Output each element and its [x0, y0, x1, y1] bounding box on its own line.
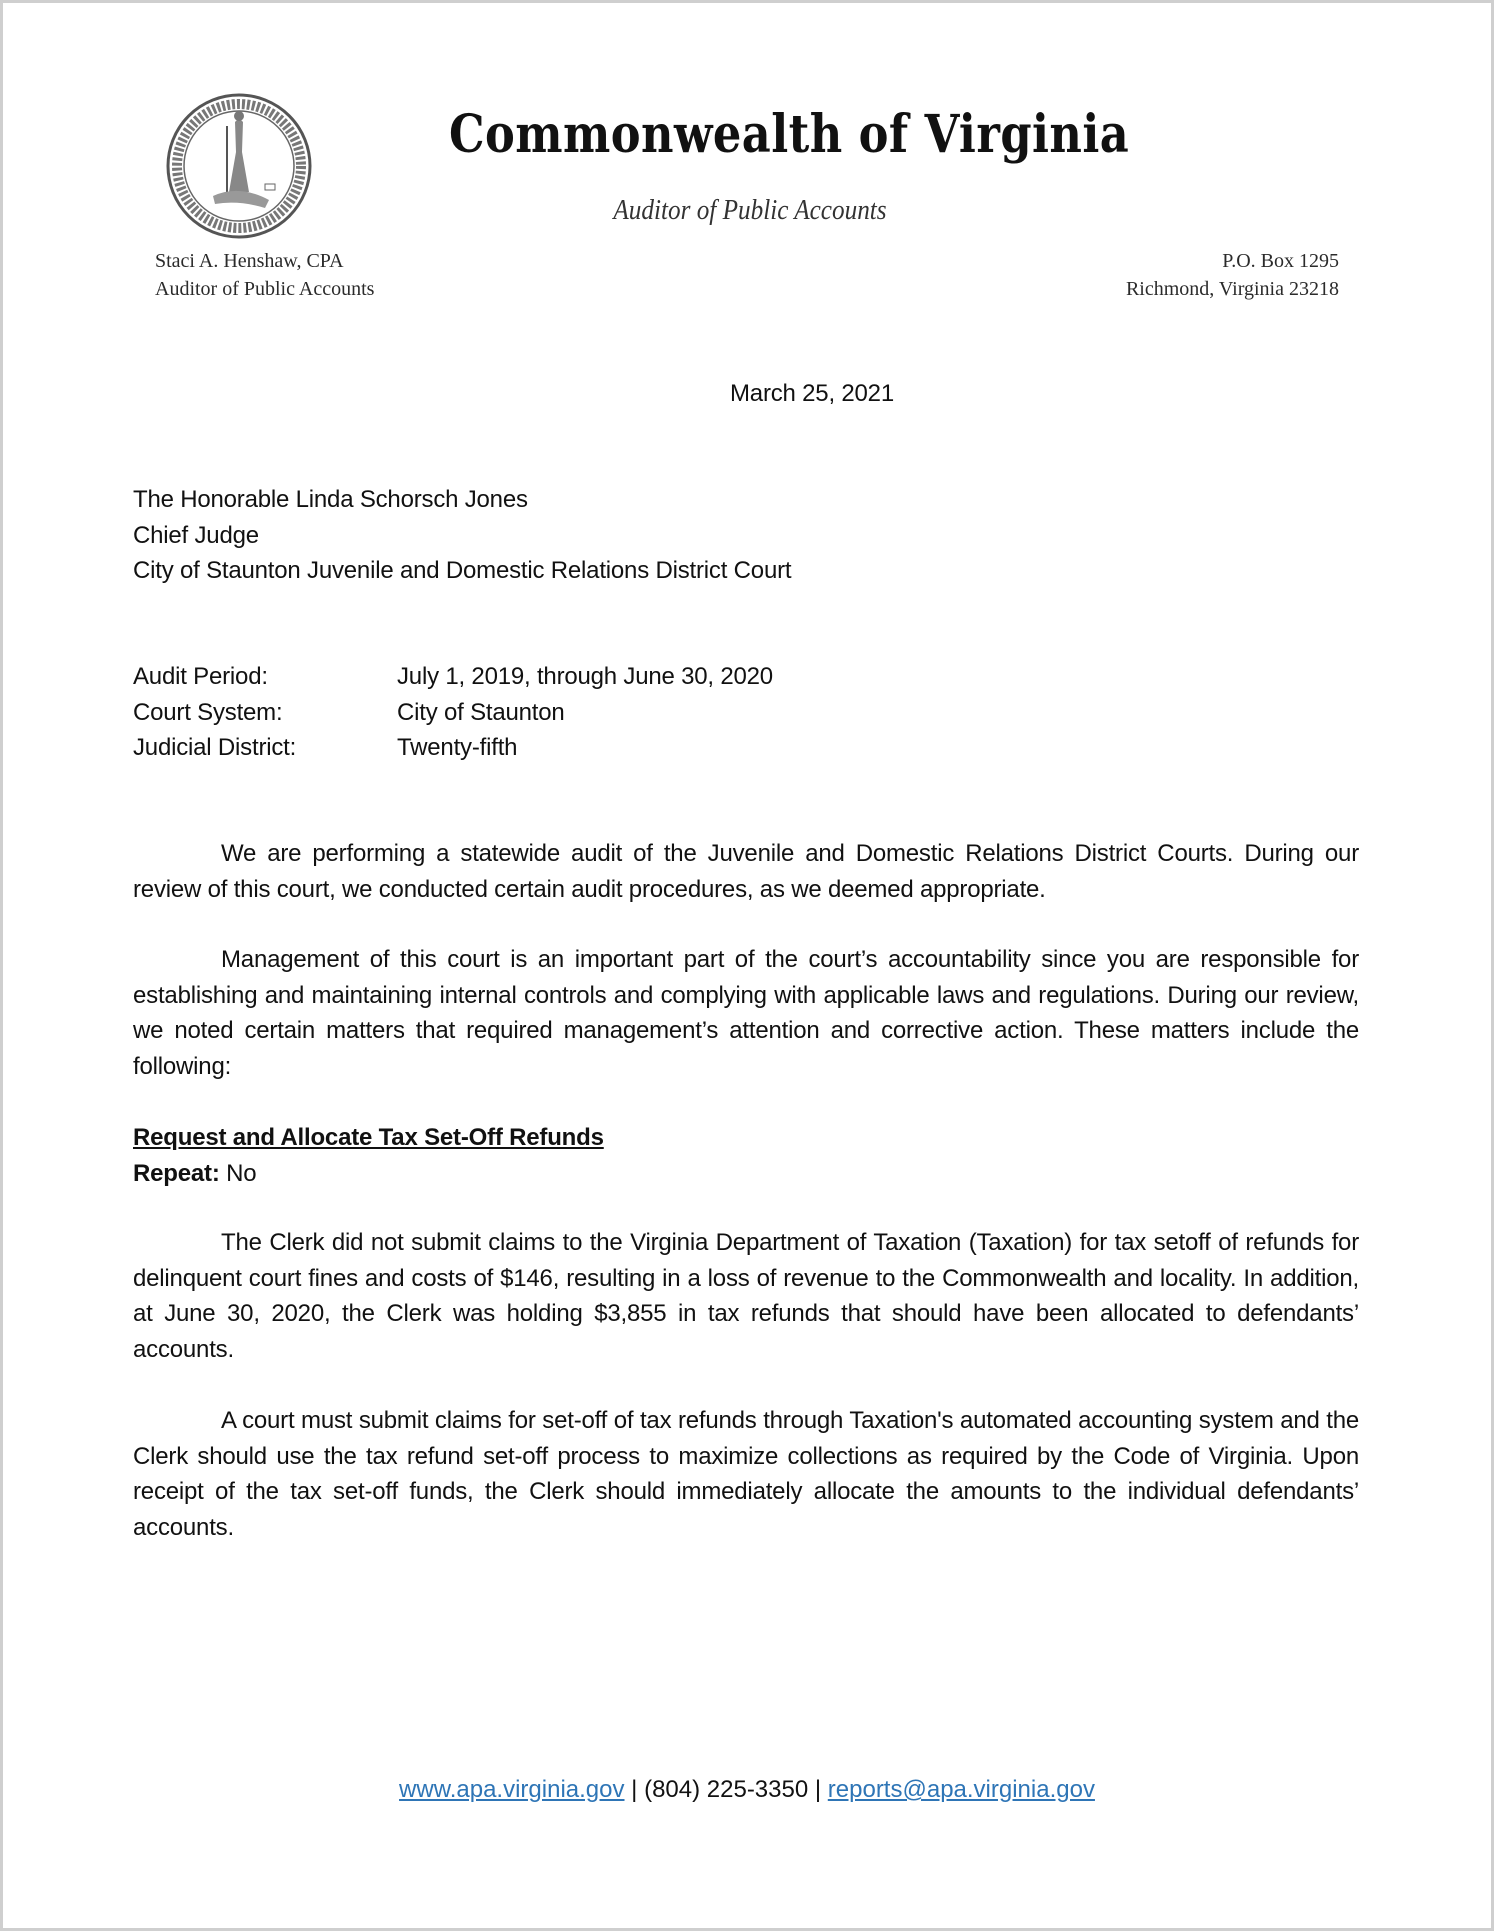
judicial-district-label: Judicial District:: [133, 734, 297, 761]
auditor-name: Staci A. Henshaw, CPA: [155, 250, 344, 272]
letterhead-title: Commonwealth of Virginia: [449, 104, 1130, 165]
website-link[interactable]: www.apa.virginia.gov: [399, 1776, 625, 1803]
letterhead-subtitle: Auditor of Public Accounts: [613, 195, 887, 226]
audit-period-label: Audit Period:: [133, 663, 268, 690]
footer-separator: |: [814, 1776, 822, 1803]
court-system-label: Court System:: [133, 698, 283, 726]
court-system-row: [133, 695, 773, 731]
letter-date: March 25, 2021: [730, 380, 894, 407]
city-state-zip: Richmond, Virginia 23218: [1125, 278, 1339, 300]
addressee-court: City of Staunton Juvenile and Domestic Relations District Court: [133, 557, 792, 584]
addressee-title: Chief Judge: [133, 521, 259, 549]
finding-condition-paragraph: The Clerk did not submit claims to the Virginia Department of Taxation (Taxation) for tax setoff of refunds for delinquent court fines and costs of $146, resulting in a loss of revenue to the Commonwealth and locality. In addition, at June 30, 2020, the Clerk was holding $3,855 in tax refunds that should have been allocated to defendants’ accounts.: [133, 1229, 1359, 1363]
intro-paragraph: We are performing a statewide audit of the Juvenile and Domestic Relations District Courts. During our review of this court, we conducted certain audit procedures, as we deemed appropriate.: [133, 840, 1359, 903]
judicial-district-value: Twenty-fifth: [397, 734, 518, 761]
audit-info-block: [133, 659, 773, 766]
email-link[interactable]: reports@apa.virginia.gov: [827, 1776, 1095, 1803]
repeat-value: No: [226, 1160, 257, 1187]
audit-period-value: July 1, 2019, through June 30, 2020: [397, 663, 773, 690]
court-system-value: City of Staunton: [397, 698, 565, 726]
virginia-state-seal-icon: [165, 92, 313, 240]
phone-number: (804) 225-3350: [644, 1776, 809, 1803]
management-paragraph: Management of this court is an important part of the court’s accountability since you are responsible for establishing and maintaining internal controls and complying with applicable laws and regulations. During our review, we noted certain matters that required management’s attention and corrective action. These matters include the following:: [133, 946, 1359, 1080]
auditor-name-block: [155, 247, 374, 303]
finding-repeat: [133, 1156, 256, 1192]
auditor-title: Auditor of Public Accounts: [155, 278, 375, 300]
footer-separator: |: [631, 1776, 638, 1803]
addressee-name: The Honorable Linda Schorsch Jones: [133, 486, 528, 513]
finding-criteria-paragraph: A court must submit claims for set-off of tax refunds through Taxation's automated accounting system and the Clerk should use the tax refund set-off process to maximize collections as required by the Code of Virginia. Upon receipt of the tax set-off funds, the Clerk should immediately allocate the amounts to the individual defendants’ accounts.: [133, 1407, 1359, 1541]
mailing-address-block: [1126, 247, 1339, 303]
addressee-block: [133, 482, 791, 589]
footer-contact: [0, 1776, 1494, 1804]
finding-heading: Request and Allocate Tax Set-Off Refunds: [133, 1124, 604, 1151]
repeat-label: Repeat:: [133, 1160, 220, 1187]
audit-period-row: [133, 659, 773, 695]
po-box: P.O. Box 1295: [1222, 250, 1339, 272]
judicial-district-row: [133, 730, 773, 766]
